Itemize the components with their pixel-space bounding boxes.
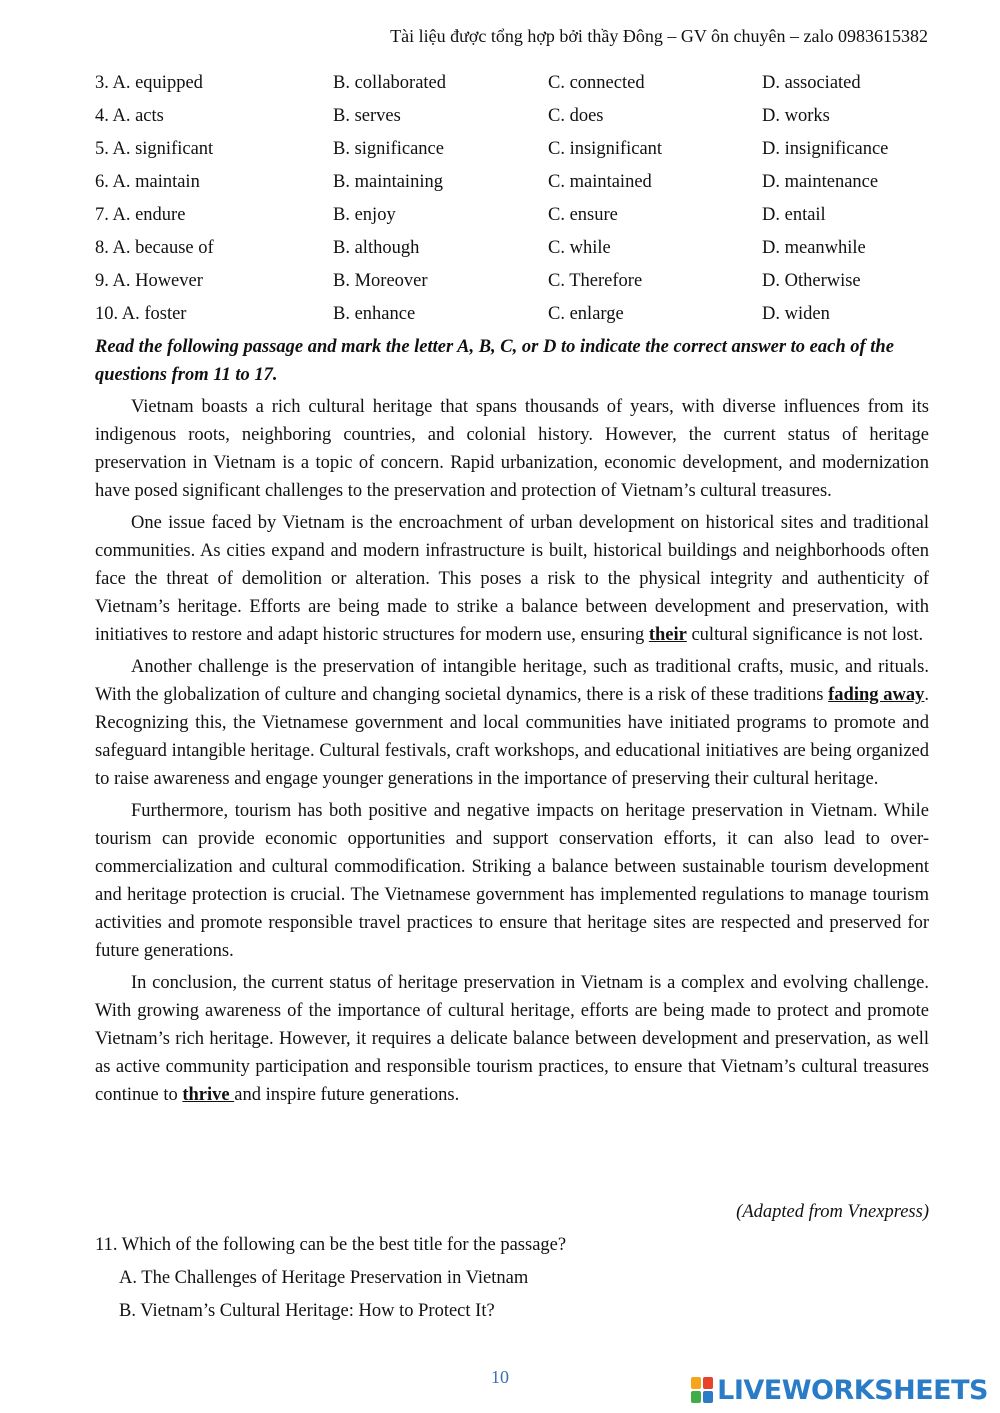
question-11 xyxy=(95,1231,929,1330)
option-c: C. does xyxy=(548,106,604,126)
underlined-word-their: their xyxy=(648,625,687,645)
option-d: D. Otherwise xyxy=(762,271,861,291)
option-d: D. widen xyxy=(762,304,830,324)
passage-paragraph-5: In conclusion, the current status of heritage preservation in Vietnam is a complex and evolving challenge. With growing awareness of the importance of cultural heritage, efforts are being made to protect and promote Vietnam’s rich heritage. However, it requires a delicate balance between development and preservation, as well as active community participation and responsible tourism practices, to ensure that Vietnam’s cultural treasures continue to thrive and inspire future generations. xyxy=(95,973,929,1105)
option-d: D. works xyxy=(762,106,830,126)
option-d: D. maintenance xyxy=(762,172,879,192)
option-c: C. maintained xyxy=(548,172,652,192)
passage-source: (Adapted from Vnexpress) xyxy=(736,1202,929,1222)
options-row-4 xyxy=(95,103,929,136)
option-b: B. serves xyxy=(333,106,401,126)
options-row-8 xyxy=(95,235,929,268)
options-row-3 xyxy=(95,70,929,103)
page-header: Tài liệu được tổng hợp bởi thầy Đông – GV ôn chuyên – zalo 0983615382 xyxy=(390,26,928,46)
option-d: D. entail xyxy=(762,205,826,225)
answer-options-table xyxy=(95,70,929,334)
option-c: C. ensure xyxy=(548,205,618,225)
option-a: 9. A. However xyxy=(95,271,203,291)
option-a: 6. A. maintain xyxy=(95,172,200,192)
option-b: B. significance xyxy=(333,139,444,159)
option-c: C. Therefore xyxy=(548,271,643,291)
option-c: C. insignificant xyxy=(548,139,663,159)
liveworksheets-icon xyxy=(691,1377,713,1403)
option-a: 3. A. equipped xyxy=(95,73,203,93)
brand-name: LIVEWORKSHEETS xyxy=(717,1374,988,1406)
option-a: 4. A. acts xyxy=(95,106,164,126)
options-row-7 xyxy=(95,202,929,235)
option-c: C. while xyxy=(548,238,611,258)
passage-paragraph-4: Furthermore, tourism has both positive and negative impacts on heritage preservation in Vietnam. While tourism can provide economic opportunities and support conservation efforts, it can also lead to over-commercialization and cultural commodification. Striking a balance between sustainable tourism development and heritage protection is crucial. The Vietnamese government has implemented regulations to manage tourism activities and promote responsible travel practices to ensure that heritage sites are respected and preserved for future generations. xyxy=(95,801,929,961)
option-a: 7. A. endure xyxy=(95,205,186,225)
options-row-5 xyxy=(95,136,929,169)
option-d: D. insignificance xyxy=(762,139,889,159)
option-d: D. associated xyxy=(762,73,861,93)
option-c: C. enlarge xyxy=(548,304,624,324)
option-a: 10. A. foster xyxy=(95,304,187,324)
underlined-phrase-fading-away: fading away xyxy=(828,685,925,705)
option-b: B. although xyxy=(333,238,420,258)
options-row-9 xyxy=(95,268,929,301)
passage-paragraph-3: Another challenge is the preservation of intangible heritage, such as traditional crafts, music, and rituals. With the globalization of culture and changing societal dynamics, there is a risk of these traditions fading away. Recognizing this, the Vietnamese government and local communities have initiated programs to promote and safeguard intangible heritage. Cultural festivals, craft workshops, and educational initiatives are being organized to raise awareness and engage younger generations in the importance of preserving their cultural heritage. xyxy=(95,657,929,789)
page-number: 10 xyxy=(491,1367,509,1387)
answer-option-a[interactable]: A. The Challenges of Heritage Preservation in Vietnam xyxy=(119,1268,529,1288)
option-b: B. Moreover xyxy=(333,271,428,291)
reading-instruction: Read the following passage and mark the letter A, B, C, or D to indicate the correct answer to each of the questions from 11 to 17. xyxy=(95,337,894,385)
option-b: B. enjoy xyxy=(333,205,396,225)
reading-passage xyxy=(95,393,929,1113)
option-c: C. connected xyxy=(548,73,645,93)
option-b: B. collaborated xyxy=(333,73,447,93)
question-stem: 11. Which of the following can be the best title for the passage? xyxy=(95,1235,567,1255)
options-row-6 xyxy=(95,169,929,202)
option-b: B. enhance xyxy=(333,304,416,324)
option-b: B. maintaining xyxy=(333,172,443,192)
option-a: 5. A. significant xyxy=(95,139,214,159)
options-row-10 xyxy=(95,301,929,334)
answer-option-b[interactable]: B. Vietnam’s Cultural Heritage: How to Protect It? xyxy=(119,1301,495,1321)
option-d: D. meanwhile xyxy=(762,238,866,258)
underlined-word-thrive: thrive xyxy=(182,1085,235,1105)
option-a: 8. A. because of xyxy=(95,238,214,258)
passage-paragraph-2: One issue faced by Vietnam is the encroachment of urban development on historical sites and traditional communities. As cities expand and modern infrastructure is built, historical buildings and neighborhoods often face the threat of demolition or alteration. This poses a risk to the physical integrity and authenticity of Vietnam’s heritage. Efforts are being made to strike a balance between development and preservation, with initiatives to restore and adapt historic structures for modern use, ensuring their cultural significance is not lost. xyxy=(95,513,929,645)
passage-paragraph-1: Vietnam boasts a rich cultural heritage that spans thousands of years, with diverse influences from its indigenous roots, neighboring countries, and colonial history. However, the current status of heritage preservation in Vietnam is a topic of concern. Rapid urbanization, economic development, and modernization have posed significant challenges to the preservation and protection of Vietnam’s cultural treasures. xyxy=(95,397,929,501)
liveworksheets-logo[interactable] xyxy=(691,1372,988,1408)
